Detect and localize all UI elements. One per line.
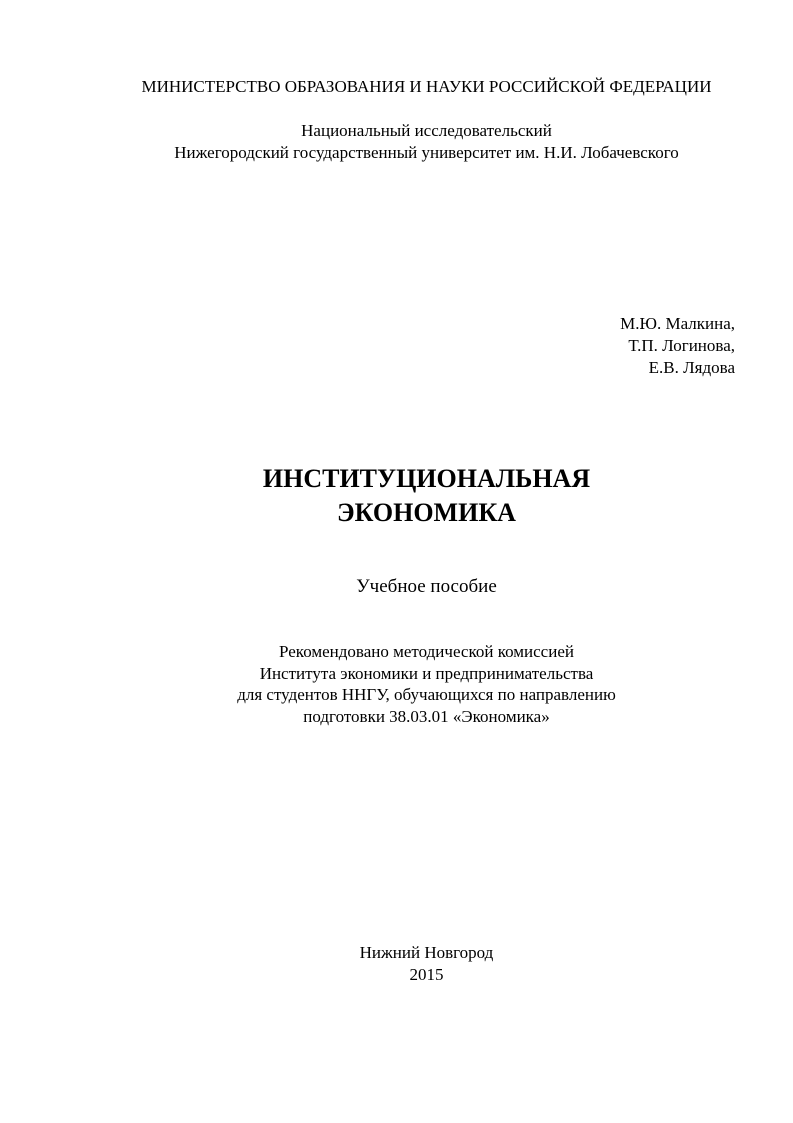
recommendation-line: Рекомендовано методической комиссией [279, 642, 574, 661]
author-name: Т.П. Логинова, [628, 336, 735, 355]
ministry-heading: МИНИСТЕРСТВО ОБРАЗОВАНИЯ И НАУКИ РОССИЙСКОЙ ФЕДЕРАЦИИ [141, 77, 712, 96]
imprint-block [0, 942, 793, 986]
book-subtitle: Учебное пособие [356, 576, 497, 597]
author-name: Е.В. Лядова [648, 358, 735, 377]
book-title-line-2: ЭКОНОМИКА [337, 498, 516, 527]
recommendation-line: Института экономики и предпринимательства [259, 663, 594, 683]
book-title-line-1: ИНСТИТУЦИОНАЛЬНАЯ [262, 464, 591, 493]
authors-block [620, 313, 735, 379]
recommendation-block [0, 641, 793, 727]
university-name: Нижегородский государственный университет им. Н.И. Лобачевского [174, 143, 679, 162]
university-type: Национальный исследовательский [301, 121, 552, 140]
author-name: М.Ю. Малкина, [620, 314, 735, 333]
recommendation-line: для студентов ННГУ, обучающихся по направлению [237, 685, 616, 704]
publication-city: Нижний Новгород [359, 943, 494, 962]
recommendation-line: подготовки 38.03.01 «Экономика» [303, 706, 550, 726]
publication-year: 2015 [409, 965, 444, 984]
